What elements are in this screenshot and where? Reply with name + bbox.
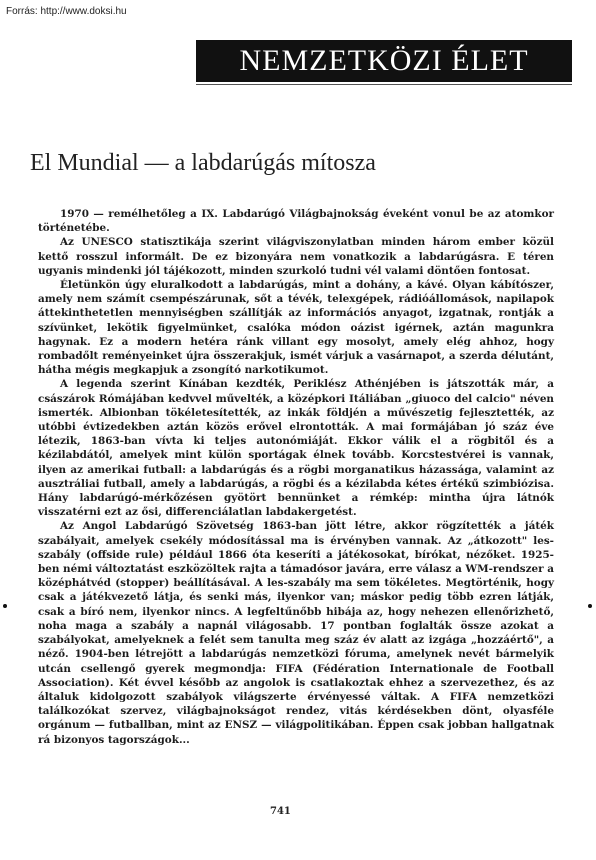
paragraph-4: A legenda szerint Kínában kezdték, Periklész Athénjében is játszották már, a császárok Rómájában kedvvel művelték, a középkori Itáliában „giuoco del calcio" néven ismerték. Albionban tökéletesítették, az inkák földjén a művészetig fejlesztették, az utóbbi évtizedekben aztán közös erővel elrontották. A mai formájában jó száz éve létezik, 1863-ban vívta ki teljes autonómiáját. Ekkor válik el a rögbitől és a kézilabdától, amelyek mint külön sportágak élnek tovább. Korcstestvérei is vannak, ilyen az amerikai futball: a labdarúgás és a rögbi morganatikus házassága, valamint az ausztráliai futball, amely a labdarúgás, a rögbi és a kézilabda kétes értékű szimbiózisa. Hány labdarúgó-mérkőzésen gyötört bennünket a rémkép: mintha újra látnók visszatérni ezt az ősi, differenciálatlan labdakergetést. xyxy=(38,378,554,519)
source-label: Forrás: http://www.doksi.hu xyxy=(6,6,127,17)
page-number: 741 xyxy=(270,806,291,817)
paragraph-5: Az Angol Labdarúgó Szövetség 1863-ban jött létre, akkor rögzítették a játék szabályait, amelyek csekély módosítással ma is érvényben vannak. Az „átkozott" les-szabály (offside rule) például 1866 óta keseríti a játékosokat, bírókat, nézőket. 1925-ben némi változtatást eszközöltek rajta a támadósor javára, erre válasz a WM-rendszer a középhátvéd (stopper) beállításával. A les-szabály ma sem tökéletes. Megtörténik, hogy csak a játékvezető látja, és senki más, ilyenkor van; máskor pedig több ezren látják, csak a bíró nem, ilyenkor nincs. A legfeltűnőbb hibája az, hogy nehezen ellenőrizhető, noha maga a szabály a napnál világosabb. 17 pontban foglalták össze azokat a szabályokat, amelyeknek a felét sem tanulta meg száz év alatt az izgága „hozzáértő", a néző. 1904-ben létrejött a labdarúgás nemzetközi fóruma, amelynek nevét bármelyik utcán csellengő gyerek megmondja: FIFA (Fédération Internationale de Football Association). Két évvel később az angolok is csatlakoztak ehhez a szervezethez, és az általuk kidolgozott szabályok világszerte érvényessé váltak. A FIFA nemzetközi találkozókat szervez, világbajnokságot rendez, vitás kérdésekben dönt, olyasféle orgánum — futballban, mint az ENSZ — világpolitikában. Éppen csak jobban hallgatnak rá bizonyos tagországok... xyxy=(38,520,554,746)
margin-dot xyxy=(588,604,592,608)
paragraph-2: Az UNESCO statisztikája szerint világviszonylatban minden három ember közül kettő rosszul informált. De ez bizonyára nem vonatkozik a labdarúgásra. E téren ugyanis mindenki jól tájékozott, minden szurkoló tudni vél valami döntően fontosat. xyxy=(38,236,554,277)
section-banner: NEMZETKÖZI ÉLET xyxy=(196,40,572,82)
paragraph-1: 1970 — remélhetőleg a IX. Labdarúgó Világbajnokság éveként vonul be az atomkor történetébe. xyxy=(38,208,554,235)
article-title: El Mundial — a labdarúgás mítosza xyxy=(30,150,376,176)
article-body xyxy=(38,207,554,747)
margin-dot xyxy=(3,604,7,608)
paragraph-3: Életünkön úgy eluralkodott a labdarúgás, mint a dohány, a kávé. Olyan kábítószer, amely nem számít csempészárunak, sőt a tévék, telexgépek, rádióállomások, napilapok áttekinthetetlen mennyiségben szállítják az információs anyagot, izgatnak, rontják a szívünket, lekötik figyelmünket, csalóka módon oázist igérnek, aztán magunkra hagynak. Ez a modern hetéra ránk villant egy mosolyt, amely elég ahhoz, hogy rombadőlt reményeinket újra összerakjuk, ismét várjuk a vasárnapot, a szerda délutánt, hátha mégis megkapjuk a zsongító narkotikumot. xyxy=(38,279,554,377)
banner-underline xyxy=(196,84,572,85)
